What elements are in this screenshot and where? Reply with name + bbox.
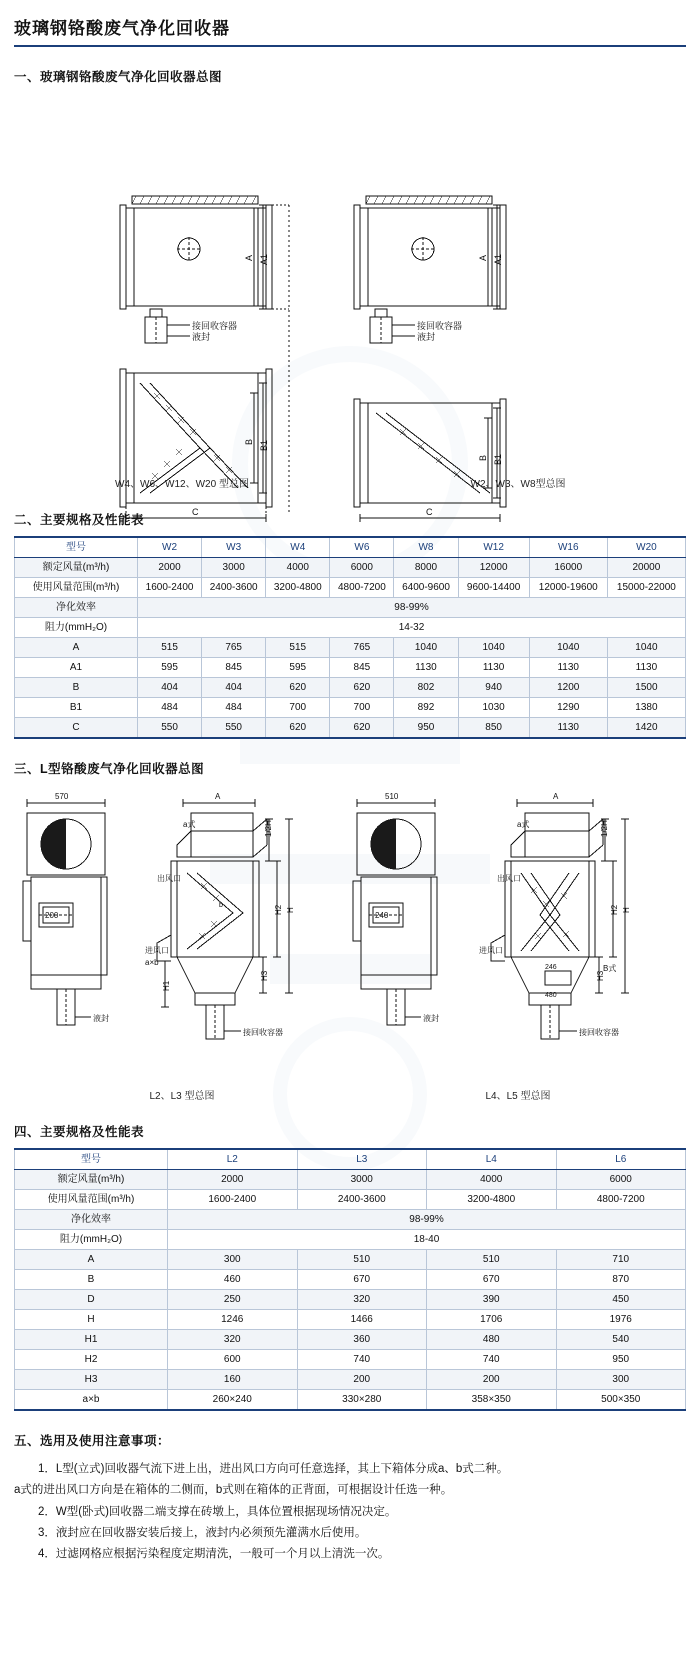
svg-text:出风口: 出风口 xyxy=(497,874,521,883)
cell: 1040 xyxy=(458,638,529,658)
cell: 540 xyxy=(556,1330,686,1350)
svg-text:200: 200 xyxy=(45,911,59,920)
cell: 2400-3600 xyxy=(202,578,266,598)
table-row xyxy=(15,1370,686,1390)
table-row xyxy=(15,718,686,739)
th-0: 型号 xyxy=(15,1149,168,1170)
section-heading-3: 三、L型铬酸废气净化回收器总图 xyxy=(14,762,205,776)
cell: 1130 xyxy=(458,658,529,678)
section-heading-1: 一、玻璃钢铬酸废气净化回收器总图 xyxy=(14,70,223,84)
th-3: L4 xyxy=(427,1149,557,1170)
figure1-caption-left: W4、W6、W12、W20 型总图 xyxy=(115,479,249,490)
row-label: H xyxy=(15,1310,168,1330)
section-heading-5: 五、选用及使用注意事项： xyxy=(14,1434,171,1448)
figure1-caption-right: W2、W3、W8型总图 xyxy=(470,479,566,490)
svg-text:液封: 液封 xyxy=(93,1014,109,1023)
svg-text:接回收容器: 接回收容器 xyxy=(243,1028,283,1037)
cell: 1040 xyxy=(394,638,458,658)
page-title: 玻璃钢铬酸废气净化回收器 xyxy=(14,19,230,38)
figure2-caption-left: L2、L3 型总图 xyxy=(149,1091,215,1102)
svg-text:a×b: a×b xyxy=(145,958,159,967)
table-row xyxy=(15,1210,686,1230)
svg-text:480: 480 xyxy=(545,992,557,999)
cell: 620 xyxy=(330,678,394,698)
cell: 1976 xyxy=(556,1310,686,1330)
note-4: 4．过滤网格应根据污染程度定期清洗，一般可一个月以上清洗一次。 xyxy=(38,1548,390,1561)
svg-text:H: H xyxy=(622,907,631,913)
cell: 250 xyxy=(168,1290,298,1310)
cell: 3000 xyxy=(297,1170,427,1190)
cell: 550 xyxy=(202,718,266,739)
th-4: L6 xyxy=(556,1149,686,1170)
cell: 1246 xyxy=(168,1310,298,1330)
svg-text:A: A xyxy=(215,792,221,801)
cell: 3000 xyxy=(202,558,266,578)
cell: 4000 xyxy=(427,1170,557,1190)
figure-l-series xyxy=(0,785,700,1102)
row-label: A xyxy=(15,638,138,658)
th-6: W12 xyxy=(458,537,529,558)
cell: 940 xyxy=(458,678,529,698)
cell: 765 xyxy=(202,638,266,658)
cell: 765 xyxy=(330,638,394,658)
table-row xyxy=(15,658,686,678)
cell: 3200-4800 xyxy=(427,1190,557,1210)
table-row xyxy=(15,598,686,618)
cell: 740 xyxy=(427,1350,557,1370)
cell: 670 xyxy=(297,1270,427,1290)
note-3: 3．液封应在回收器安装后接上，液封内必须预先灌满水后使用。 xyxy=(38,1526,367,1539)
table-row xyxy=(15,1270,686,1290)
th-4: W6 xyxy=(330,537,394,558)
spec-table-l xyxy=(14,1148,686,1411)
table-header-row xyxy=(15,537,686,558)
th-1: L2 xyxy=(168,1149,298,1170)
row-label: C xyxy=(15,718,138,739)
fig1-label-recover-left: 接回收容器 xyxy=(192,321,238,331)
spec-table-w xyxy=(14,536,686,739)
table-row xyxy=(15,1190,686,1210)
th-3: W4 xyxy=(266,537,330,558)
svg-text:进风口: 进风口 xyxy=(479,946,503,955)
cell: 404 xyxy=(202,678,266,698)
th-2: W3 xyxy=(202,537,266,558)
cell-span: 14-32 xyxy=(138,618,686,638)
table-row xyxy=(15,1170,686,1190)
cell: 1130 xyxy=(394,658,458,678)
cell: 9600-14400 xyxy=(458,578,529,598)
svg-text:H3: H3 xyxy=(596,970,605,981)
cell: 358×350 xyxy=(427,1390,557,1411)
row-label: 使用风量范围(m³/h) xyxy=(15,1190,168,1210)
th-0: 型号 xyxy=(15,537,138,558)
cell: 320 xyxy=(168,1330,298,1350)
cell-span: 18-40 xyxy=(168,1230,686,1250)
th-2: L3 xyxy=(297,1149,427,1170)
cell: 200 xyxy=(297,1370,427,1390)
row-label: 阻力(mmH₂O) xyxy=(15,618,138,638)
cell: 845 xyxy=(330,658,394,678)
cell: 500×350 xyxy=(556,1390,686,1411)
row-label: 额定风量(m³/h) xyxy=(15,1170,168,1190)
th-5: W8 xyxy=(394,537,458,558)
svg-text:C: C xyxy=(192,507,199,517)
cell: 1040 xyxy=(529,638,607,658)
cell-span: 98-99% xyxy=(138,598,686,618)
cell: 1420 xyxy=(607,718,685,739)
svg-text:A1: A1 xyxy=(493,253,503,265)
cell: 620 xyxy=(266,678,330,698)
row-label: 净化效率 xyxy=(15,1210,168,1230)
row-label: H1 xyxy=(15,1330,168,1350)
cell: 845 xyxy=(202,658,266,678)
cell: 1600-2400 xyxy=(168,1190,298,1210)
cell: 700 xyxy=(266,698,330,718)
notes-list xyxy=(14,1459,686,1565)
cell: 595 xyxy=(138,658,202,678)
cell: 330×280 xyxy=(297,1390,427,1411)
cell: 484 xyxy=(138,698,202,718)
table-row xyxy=(15,1250,686,1270)
cell: 12000 xyxy=(458,558,529,578)
svg-text:液封: 液封 xyxy=(423,1014,439,1023)
section-heading-4: 四、主要规格及性能表 xyxy=(14,1125,145,1139)
cell: 2000 xyxy=(138,558,202,578)
cell: 260×240 xyxy=(168,1390,298,1411)
svg-text:1/2H: 1/2H xyxy=(600,820,609,837)
figure2-caption-right: L4、L5 型总图 xyxy=(485,1091,551,1102)
svg-text:A: A xyxy=(244,254,254,261)
svg-text:出风口: 出风口 xyxy=(157,874,181,883)
cell: 515 xyxy=(138,638,202,658)
title-divider xyxy=(14,45,686,47)
cell: 4000 xyxy=(266,558,330,578)
svg-text:570: 570 xyxy=(55,792,69,801)
svg-text:a式: a式 xyxy=(183,820,196,829)
table-row xyxy=(15,1390,686,1411)
svg-text:B: B xyxy=(478,454,488,461)
svg-text:A1: A1 xyxy=(259,253,269,265)
table-row xyxy=(15,558,686,578)
cell: 600 xyxy=(168,1350,298,1370)
figure-w-series xyxy=(0,93,700,517)
cell: 450 xyxy=(556,1290,686,1310)
section-heading-2: 二、主要规格及性能表 xyxy=(14,513,145,527)
cell: 850 xyxy=(458,718,529,739)
cell: 1466 xyxy=(297,1310,427,1330)
cell: 3200-4800 xyxy=(266,578,330,598)
cell: 950 xyxy=(394,718,458,739)
cell: 802 xyxy=(394,678,458,698)
table-row xyxy=(15,678,686,698)
table-row xyxy=(15,1290,686,1310)
cell: 480 xyxy=(427,1330,557,1350)
cell: 12000-19600 xyxy=(529,578,607,598)
cell: 1130 xyxy=(529,718,607,739)
row-label: 额定风量(m³/h) xyxy=(15,558,138,578)
cell: 700 xyxy=(330,698,394,718)
cell: 870 xyxy=(556,1270,686,1290)
svg-text:510: 510 xyxy=(385,792,399,801)
cell: 620 xyxy=(330,718,394,739)
cell: 460 xyxy=(168,1270,298,1290)
cell: 6000 xyxy=(556,1170,686,1190)
cell: 200 xyxy=(427,1370,557,1390)
cell: 515 xyxy=(266,638,330,658)
cell: 6000 xyxy=(330,558,394,578)
cell: 484 xyxy=(202,698,266,718)
cell: 1290 xyxy=(529,698,607,718)
note-1: 1．L型(立式)回收器气流下进上出，进出风口方向可任意选择，其上下箱体分成a、b式二种。 xyxy=(38,1463,509,1475)
cell: 510 xyxy=(297,1250,427,1270)
cell: 404 xyxy=(138,678,202,698)
cell: 950 xyxy=(556,1350,686,1370)
cell: 550 xyxy=(138,718,202,739)
table-row xyxy=(15,638,686,658)
cell: 595 xyxy=(266,658,330,678)
svg-text:A: A xyxy=(553,792,559,801)
cell: 160 xyxy=(168,1370,298,1390)
row-label: D xyxy=(15,1290,168,1310)
cell: 6400-9600 xyxy=(394,578,458,598)
row-label: 阻力(mmH₂O) xyxy=(15,1230,168,1250)
table-row xyxy=(15,1310,686,1330)
table-row xyxy=(15,698,686,718)
row-label: H2 xyxy=(15,1350,168,1370)
svg-text:H2: H2 xyxy=(610,904,619,915)
svg-text:H1: H1 xyxy=(162,980,171,991)
cell: 15000-22000 xyxy=(607,578,685,598)
svg-text:H2: H2 xyxy=(274,904,283,915)
cell-span: 98-99% xyxy=(168,1210,686,1230)
th-1: W2 xyxy=(138,537,202,558)
svg-text:H: H xyxy=(286,907,295,913)
svg-text:b: b xyxy=(219,902,223,909)
svg-text:进风口: 进风口 xyxy=(145,946,169,955)
svg-text:246: 246 xyxy=(545,964,557,971)
cell: 620 xyxy=(266,718,330,739)
svg-text:240: 240 xyxy=(375,911,389,920)
cell: 710 xyxy=(556,1250,686,1270)
table-row xyxy=(15,1330,686,1350)
cell: 1500 xyxy=(607,678,685,698)
svg-text:A: A xyxy=(478,254,488,261)
cell: 740 xyxy=(297,1350,427,1370)
svg-text:1/2H: 1/2H xyxy=(264,820,273,837)
cell: 390 xyxy=(427,1290,557,1310)
table-header-row xyxy=(15,1149,686,1170)
table-row xyxy=(15,578,686,598)
cell: 1030 xyxy=(458,698,529,718)
cell: 1130 xyxy=(607,658,685,678)
fig1-label-seal-left: 液封 xyxy=(192,332,211,342)
cell: 300 xyxy=(168,1250,298,1270)
cell: 2400-3600 xyxy=(297,1190,427,1210)
table-row xyxy=(15,1350,686,1370)
cell: 1200 xyxy=(529,678,607,698)
row-label: B1 xyxy=(15,698,138,718)
svg-text:C: C xyxy=(426,507,433,517)
svg-text:H3: H3 xyxy=(260,970,269,981)
cell: 300 xyxy=(556,1370,686,1390)
fig1-label-recover-right: 接回收容器 xyxy=(417,321,463,331)
th-7: W16 xyxy=(529,537,607,558)
note-2: 2．W型(卧式)回收器二端支撑在砖墩上，具体位置根据现场情况决定。 xyxy=(38,1505,397,1518)
note-1-cont: a式的进出风口方向是在箱体的二侧而，b式则在箱体的正背面，可根据设计任选一种。 xyxy=(14,1484,453,1497)
row-label: a×b xyxy=(15,1390,168,1411)
cell: 20000 xyxy=(607,558,685,578)
cell: 360 xyxy=(297,1330,427,1350)
cell: 510 xyxy=(427,1250,557,1270)
cell: 892 xyxy=(394,698,458,718)
row-label: A xyxy=(15,1250,168,1270)
table-row xyxy=(15,618,686,638)
svg-text:B1: B1 xyxy=(493,453,503,465)
cell: 1380 xyxy=(607,698,685,718)
svg-text:接回收容器: 接回收容器 xyxy=(579,1028,619,1037)
row-label: 使用风量范围(m³/h) xyxy=(15,578,138,598)
cell: 4800-7200 xyxy=(556,1190,686,1210)
cell: 1130 xyxy=(529,658,607,678)
row-label: B xyxy=(15,1270,168,1290)
cell: 16000 xyxy=(529,558,607,578)
cell: 670 xyxy=(427,1270,557,1290)
cell: 4800-7200 xyxy=(330,578,394,598)
table-row xyxy=(15,1230,686,1250)
row-label: 净化效率 xyxy=(15,598,138,618)
row-label: A1 xyxy=(15,658,138,678)
cell: 1706 xyxy=(427,1310,557,1330)
cell: 1040 xyxy=(607,638,685,658)
fig1-label-seal-right: 液封 xyxy=(417,332,436,342)
cell: 2000 xyxy=(168,1170,298,1190)
th-8: W20 xyxy=(607,537,685,558)
cell: 1600-2400 xyxy=(138,578,202,598)
svg-text:B式: B式 xyxy=(603,964,617,973)
row-label: H3 xyxy=(15,1370,168,1390)
svg-text:a式: a式 xyxy=(517,820,530,829)
svg-text:B1: B1 xyxy=(259,439,269,451)
document-page xyxy=(0,14,700,1664)
svg-text:B: B xyxy=(244,438,254,445)
cell: 320 xyxy=(297,1290,427,1310)
cell: 8000 xyxy=(394,558,458,578)
row-label: B xyxy=(15,678,138,698)
